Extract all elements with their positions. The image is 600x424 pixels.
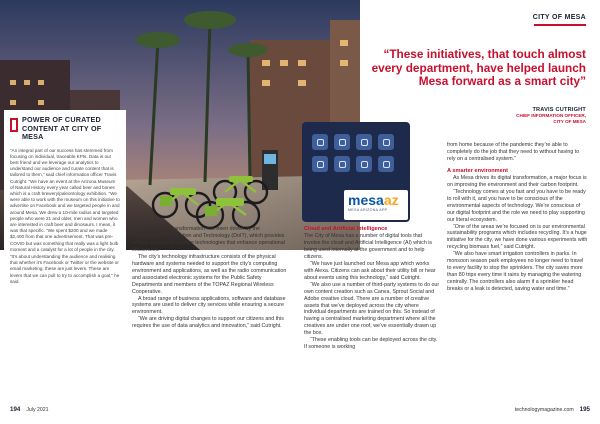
sidebar-paragraph: “It’s about understanding the audience and realising that whether it’s Facebook or Twitter or the website or email marketing, these are just levers. These are levers that we can pull to try to accomplish a goal,” he said. xyxy=(10,253,120,284)
attribution-role-line1: CHIEF INFORMATION OFFICER, xyxy=(516,113,586,118)
site-url: technologymagazine.com xyxy=(514,407,574,413)
app-tile-icon xyxy=(312,156,328,172)
body-paragraph: “One of the areas we’re focused on is our environmental sustainability programs which includes recycling. It’s a huge initiative for the city, we have done various experiments with recycling biomass fuel,” said Cutright. xyxy=(447,223,588,251)
sidebar-header xyxy=(10,116,120,142)
middle-text-column xyxy=(304,226,440,351)
body-paragraph: The city’s digital transformation has been driven by the Department of Innovation and Technology (DoIT), which provides secure, proven, innovative technologies that enhance operational efficiencies. xyxy=(132,226,285,253)
page-number-left: 194 xyxy=(10,406,21,413)
quote-attribution xyxy=(516,107,586,125)
section-label: CITY OF MESA xyxy=(532,14,586,21)
app-tile-icon xyxy=(378,134,394,150)
bracket-icon xyxy=(10,118,18,132)
subheading-smarter-environment: A smarter environment xyxy=(447,167,509,174)
body-paragraph: from home because of the pandemic they’re able to completely do the job that they need to without having to rely on a centralised system.” xyxy=(447,142,580,162)
sidebar-paragraph: “An integral part of our success has stemmed from focusing on individual, traceable KPIs. Data is our best friend and we leverage our analytics to understand our audience and curate content that is tailored to them,” said chief information officer Travis Cutright. “We have an event at the Arizona Museum of Natural History every year called beer and bones which is a craft brewery/paleontology exhibition. “We were able to work with the museum on this initiative to advertise on Facebook and we targeted people in and around Mesa. We drew a 10-mile radius and targeted people who were 21 and older, men and women who are interested in craft beer and dinosaurs. I mean, it was that specific. “We spent $200 and we made $2,400 from that one advertisement. That was pre-COVID but was something that really was a light bulb moment and a catalyst for a lot of people in the city. xyxy=(10,147,120,252)
sidebar-body xyxy=(10,148,120,285)
footer-left xyxy=(10,406,49,413)
section-rule xyxy=(534,24,586,26)
left-text-column xyxy=(132,226,288,330)
subheading-cloud-ai: Cloud and Artificial Intelligence xyxy=(304,226,388,232)
app-tile-icon xyxy=(378,156,394,172)
app-tile-icon xyxy=(356,156,372,172)
issue-date: July 2021 xyxy=(26,407,49,413)
sidebar-title-line1: POWER OF CURATED xyxy=(22,115,101,124)
body-paragraph: As Mesa drives its digital transformation, a major focus is on improving the environment and their carbon footprint. xyxy=(447,174,587,188)
body-paragraph: The city’s technology infrastructure consists of the physical hardware and systems needed to support the city’s computing environment and applications, as well as the radio communication and associated electronic systems for the Public Safety Departments and members of the TOPAZ Regional Wireless Cooperative. xyxy=(132,253,287,295)
pull-quote: “These initiatives, that touch almost every department, have helped launch Mesa forward as a smart city” xyxy=(371,47,586,89)
body-paragraph: “We are driving digital changes to support our citizens and this requires the use of data analytics and innovation,” said Cutright. xyxy=(132,316,284,330)
body-paragraph: “We also use a number of third-party systems to do our own content creation such as Canva, Sprout Social and Adobe creative cloud. There are a number of creative assets that we’ve deployed across the city where individual departments are trained on this. So instead of having a centralised marketing department where all the creatives are under one roof, we’ve essentially drawn up the box. xyxy=(304,281,440,337)
attribution-name: TRAVIS CUTRIGHT xyxy=(532,107,586,113)
body-paragraph: The City of Mesa has a number of digital tools that involve the cloud and Artificial Intelligence (AI) which is being used internally at the government and to help citizens. xyxy=(304,233,433,260)
body-paragraph: A broad range of business applications, software and database systems are used to deliver city services while ensuring a secure environment. xyxy=(132,295,286,316)
mesa-az-logo-tagline: MESA ARIZONA APP xyxy=(348,208,388,212)
app-icon-grid xyxy=(312,134,404,172)
page-number-right: 195 xyxy=(579,406,590,413)
body-paragraph: “These enabling tools can be deployed across the city. If someone is working xyxy=(304,337,438,351)
sidebar-title-line2: CONTENT AT CITY OF MESA xyxy=(22,123,102,141)
footer-right xyxy=(515,406,590,413)
body-paragraph: “Technology comes at you fast and you have to be ready to roll with it, and you have to be conscious of the environmental aspects of technology. We’re conscious of our digital footprint and the role we need to play supporting our literal ecosystem. xyxy=(447,188,586,223)
mesa-az-logo-wordmark: mesaaz xyxy=(348,192,399,208)
sidebar-title xyxy=(22,116,120,142)
app-tile-icon xyxy=(312,134,328,150)
app-tile-icon xyxy=(334,156,350,172)
mesa-az-logo xyxy=(344,190,408,220)
app-tile-icon xyxy=(334,134,350,150)
right-text-column xyxy=(447,142,589,293)
body-paragraph: “We also have smart irrigation controllers in parks. In monsoon season park employees no longer need to travel to every facility to stop the sprinklers. The city saves more than 80 trips every time it rains by managing the watering centrally. The controllers also alarm if a sprinkler head breaks or a leak is detected, saving water and time.” xyxy=(447,251,584,293)
sidebar-curated-content xyxy=(4,110,126,400)
body-paragraph: “We have just launched our Mesa app which works with Alexa. Citizens can ask about their utility bill or hear about events using this technology,” said Cutright. xyxy=(304,260,436,281)
app-tile-icon xyxy=(356,134,372,150)
attribution-role-line2: CITY OF MESA xyxy=(553,119,586,124)
